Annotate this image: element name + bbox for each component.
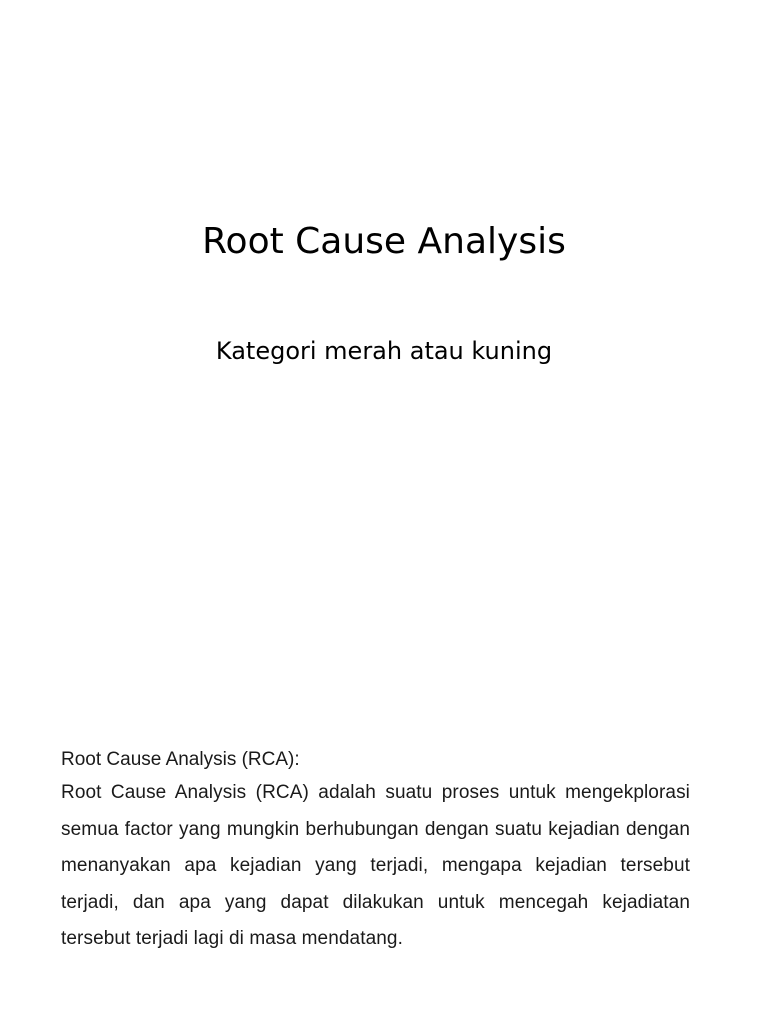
definition-body: Root Cause Analysis (RCA) adalah suatu proses untuk mengekplorasi semua factor yang mungkin berhubungan dengan suatu kejadian dengan menanyakan apa kejadian yang terjadi, mengapa kejadian tersebut terjadi, dan apa yang dapat dilakukan untuk mencegah kejadiatan tersebut terjadi lagi di masa mendatang. — [61, 782, 690, 949]
slide-subtitle: Kategori merah atau kuning — [215, 337, 553, 365]
slide-title: Root Cause Analysis — [202, 221, 566, 262]
rca-definition-section — [61, 745, 690, 958]
definition-heading: Root Cause Analysis (RCA): — [61, 749, 300, 770]
